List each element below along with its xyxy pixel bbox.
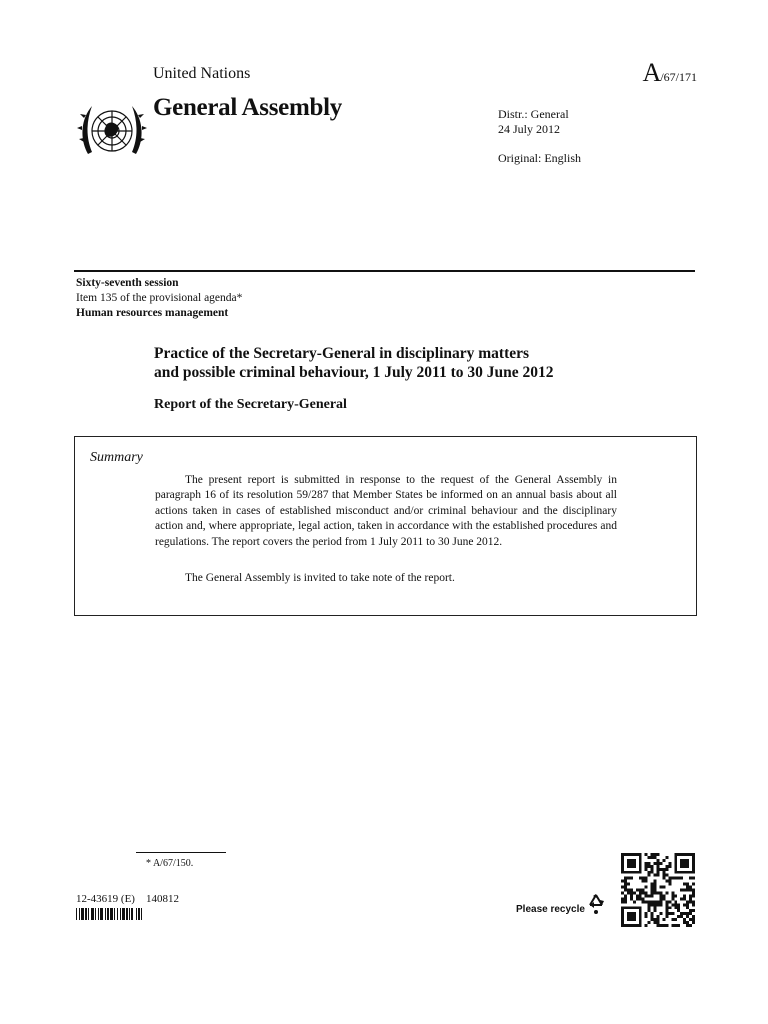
document-symbol-prefix: A (642, 58, 661, 87)
agenda-topic: Human resources management (76, 307, 229, 319)
agenda-item: Item 135 of the provisional agenda* (76, 292, 243, 304)
document-title (154, 344, 553, 382)
document-symbol (643, 58, 697, 88)
body-name: General Assembly (153, 94, 342, 121)
agenda-block (76, 276, 242, 321)
recycle-label: Please recycle (516, 904, 585, 915)
distribution-label: Distr.: General (498, 107, 569, 121)
recycle-icon (583, 891, 609, 917)
document-title-line1: Practice of the Secretary-General in disciplinary matters (154, 345, 530, 362)
distribution-block (498, 107, 569, 137)
footnote: * A/67/150. (146, 858, 194, 869)
document-title-line2: and possible criminal behaviour, 1 July 2011 to 30 June 2012 (154, 364, 554, 381)
summary-heading: Summary (90, 450, 143, 465)
job-number: 12-43619 (E) 140812 (76, 893, 179, 905)
original-language: Original: English (498, 151, 581, 165)
barcode-icon (76, 908, 200, 920)
un-emblem-icon (76, 98, 148, 170)
document-date: 24 July 2012 (498, 122, 561, 136)
summary-paragraph: The General Assembly is invited to take note of the report. (185, 572, 455, 584)
organization-name: United Nations (153, 65, 251, 82)
footnote-divider (136, 852, 226, 853)
qr-code-icon (621, 853, 695, 927)
document-symbol-suffix: /67/171 (660, 70, 697, 84)
header-divider (74, 270, 695, 272)
session-name: Sixty-seventh session (76, 277, 179, 289)
document-subtitle: Report of the Secretary-General (154, 397, 347, 412)
summary-paragraph: The present report is submitted in response to the request of the General Assembly in paragraph 16 of its resolution 59/287 that Member States be informed on an annual basis about all actions taken in cases of established misconduct and/or criminal behaviour and the disciplinary action and, where appropriate, legal action, taken in accordance with the established procedures and regulations. The report covers the period from 1 July 2011 to 30 June 2012. (155, 474, 617, 548)
